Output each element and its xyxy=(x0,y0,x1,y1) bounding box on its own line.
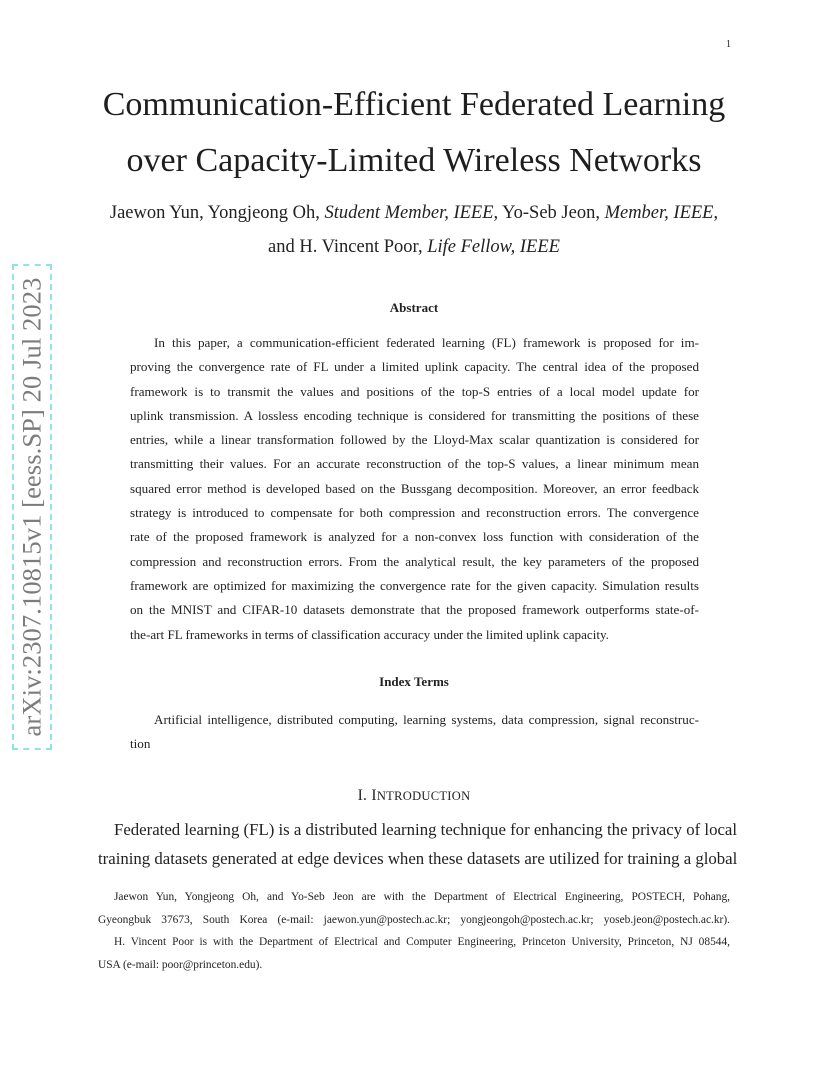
abstract-line: rate of the proposed framework is analyzed for a non-convex loss function with consideration of the xyxy=(130,529,699,545)
author-list xyxy=(0,196,828,264)
author-line-2 xyxy=(0,230,828,264)
index-terms-line-1: Artificial intelligence, distributed computing, learning systems, data compression, signal reconstruc- xyxy=(154,712,699,727)
introduction-body xyxy=(98,816,738,873)
title-line-1: Communication-Efficient Federated Learning xyxy=(102,86,726,123)
index-terms-body xyxy=(130,708,699,756)
abstract-line: uplink transmission. A lossless encoding technique is considered for transmitting the positions of these xyxy=(130,407,699,423)
footnotes xyxy=(98,886,730,976)
section-numeral: I. I xyxy=(357,787,377,804)
author-membership-3: Life Fellow, IEEE xyxy=(427,237,560,257)
section-heading-introduction xyxy=(0,787,828,805)
footnote-1-line-2: Gyeongbuk 37673, South Korea (e-mail: jaewon.yun@postech.ac.kr; yongjeongoh@postech.ac.kr; yoseb.jeon@postech.ac.kr). xyxy=(98,913,730,926)
author-membership-1: Student Member, IEEE xyxy=(324,203,494,223)
arxiv-identifier: arXiv:2307.10815v1 [eess.SP] 20 Jul 2023 xyxy=(16,277,47,737)
abstract-line: the-art FL frameworks in terms of classification accuracy under the limited uplink capacity. xyxy=(130,626,609,642)
abstract-body xyxy=(130,331,699,647)
author-line-1 xyxy=(0,196,828,230)
abstract-line: squared error method is developed based on the Bussgang decomposition. Moreover, an error feedback xyxy=(130,480,699,496)
section-title-smallcaps: NTRODUCTION xyxy=(376,789,471,803)
footnote-2-line-2: USA (e-mail: poor@princeton.edu). xyxy=(98,958,263,971)
abstract-line: In this paper, a communication-efficient federated learning (FL) framework is proposed for im- xyxy=(154,335,699,350)
abstract-line: compression and reconstruction errors. From the analytical result, the key parameters of the proposed xyxy=(130,553,699,569)
page-number: 1 xyxy=(726,39,731,50)
intro-line-2: training datasets generated at edge devices when these datasets are utilized for training a global xyxy=(98,848,738,868)
abstract-line: entries, while a linear transformation followed by the Lloyd-Max scalar quantization is considered for xyxy=(130,432,699,448)
abstract-line: proving the convergence rate of FL under a limited uplink capacity. The central idea of the proposed xyxy=(130,359,699,375)
abstract-heading: Abstract xyxy=(389,300,439,315)
title-line-2: over Capacity-Limited Wireless Networks xyxy=(126,142,702,179)
author-membership-2: Member, IEEE xyxy=(604,203,714,223)
paper-title xyxy=(0,77,828,189)
abstract-line: on the MNIST and CIFAR-10 datasets demonstrate that the proposed framework outperforms state-of- xyxy=(130,602,699,618)
abstract-line: framework are optimized for maximizing the convergence rate for the given capacity. Simulation results xyxy=(130,577,699,593)
footnote-1-line-1: Jaewon Yun, Yongjeong Oh, and Yo-Seb Jeon are with the Department of Electrical Engineering, POSTECH, Pohang, xyxy=(114,891,730,903)
index-terms-heading: Index Terms xyxy=(379,674,449,689)
author-names-2: , Yo-Seb Jeon, xyxy=(493,203,605,223)
abstract-line: strategy is introduced to compensate for both compression and reconstruction errors. The convergence xyxy=(130,505,699,521)
author-names-3: and H. Vincent Poor, xyxy=(268,237,428,257)
abstract-line: framework is to transmit the values and positions of the top-S entries of a local model update for xyxy=(130,383,699,399)
index-terms-line-2: tion xyxy=(130,736,151,751)
author-names-1: Jaewon Yun, Yongjeong Oh, xyxy=(109,203,325,223)
author-comma: , xyxy=(713,203,719,223)
footnote-2-line-1: H. Vincent Poor is with the Department of Electrical and Computer Engineering, Princeton University, Princeton, NJ 08544, xyxy=(114,936,730,948)
abstract-line: transmitting their values. For an accurate reconstruction of the top-S values, a linear minimum mean xyxy=(130,456,699,472)
intro-line-1: Federated learning (FL) is a distributed learning technique for enhancing the privacy of local xyxy=(114,820,738,839)
